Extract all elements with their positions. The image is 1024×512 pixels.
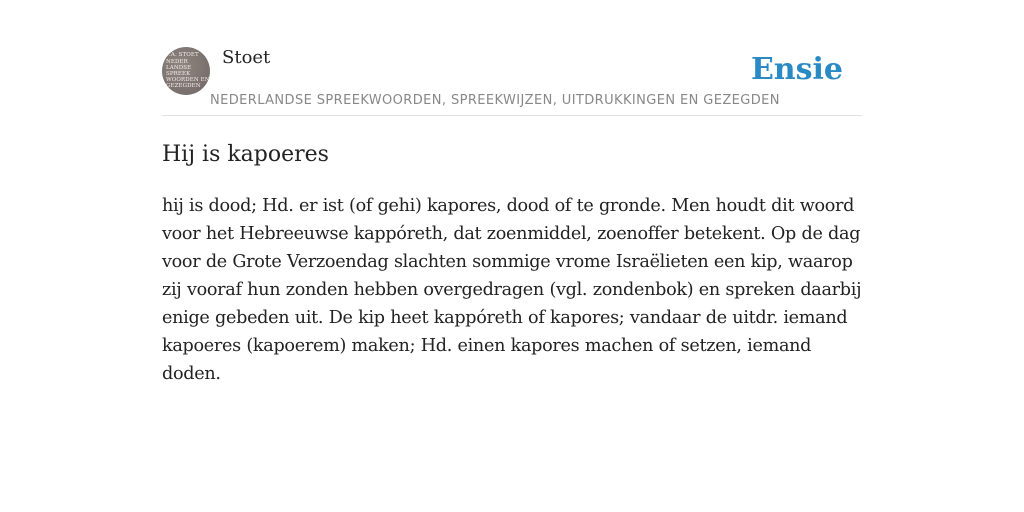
ensie-logo[interactable]: Ensie [750,52,843,87]
source-subtitle[interactable]: NEDERLANDSE SPREEKWOORDEN, SPREEKWIJZEN, UITDRUKKINGEN EN GEZEGDEN [210,93,780,108]
entry-header [162,0,862,116]
avatar-text-line: GEZEGDEN [166,83,201,89]
entry-title: Hij is kapoeres [162,142,329,167]
entry-card [162,0,862,512]
entry-body: hij is dood; Hd. er ist (of gehi) kapores, dood of te gronde. Men houdt dit woord voor het Hebreeuwse kappóreth, dat zoenmiddel, zoenoffer betekent. Op de dag voor de Grote Verzoendag slachten sommige vrome Israëlieten een kip, waarop zij vooraf hun zonden hebben overgedragen (vgl. zondenbok) en spreken daarbij enige gebeden uit. De kip heet kappóreth of kapores; vandaar de uitdr. iemand kapoeres (kapoerem) maken; Hd. einen kapores machen of setzen, iemand doden. [162,196,862,384]
avatar-text-line: F.A. STOET [166,52,199,58]
author-name[interactable]: Stoet [222,47,271,68]
avatar-text-line: NEDER [166,59,188,65]
avatar-text-line: SPREEK [166,71,191,77]
avatar-text-line: WOORDEN EN [166,77,210,83]
avatar-text-line: LANDSE [166,65,192,71]
author-avatar[interactable] [162,47,210,95]
